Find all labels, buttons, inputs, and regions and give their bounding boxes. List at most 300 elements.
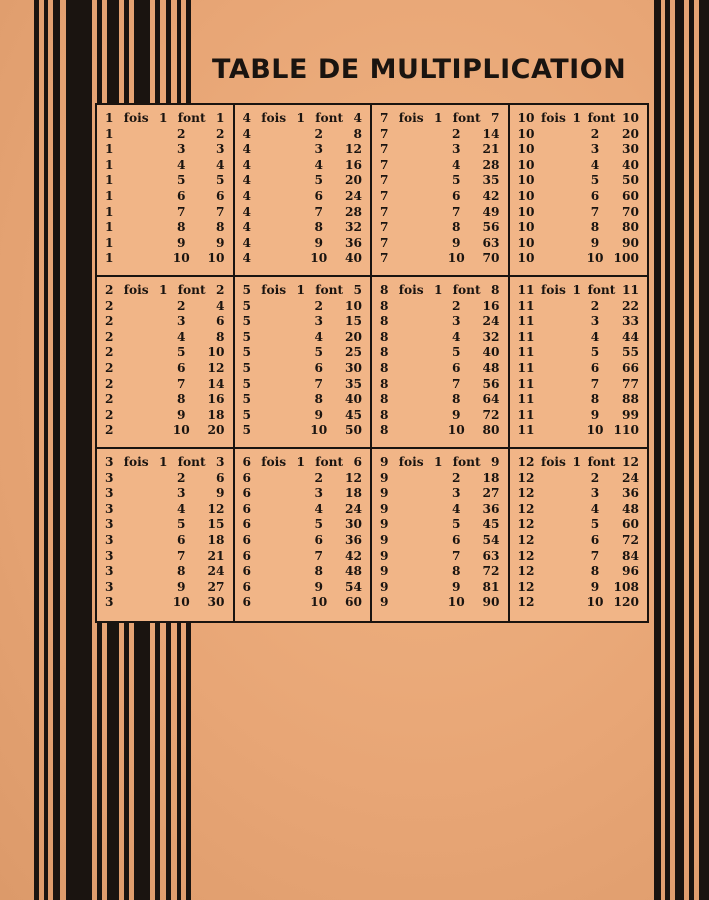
multiplicand: 7 xyxy=(380,204,389,219)
spacer xyxy=(268,517,306,533)
product: 42 xyxy=(482,188,500,203)
multiplier: 6 xyxy=(177,360,186,375)
product: 27 xyxy=(482,486,500,501)
table-row xyxy=(105,236,225,252)
product: 10 xyxy=(622,111,639,125)
product: 16 xyxy=(345,157,362,172)
multiplicand: 1 xyxy=(105,157,114,172)
multiplicand: 5 xyxy=(242,345,251,360)
multiplier: 5 xyxy=(452,173,461,188)
multiplier: 2 xyxy=(452,126,461,141)
multiplier: 2 xyxy=(177,470,186,485)
word-fois: fois xyxy=(398,111,424,125)
product: 108 xyxy=(613,579,639,594)
table-row xyxy=(380,533,500,549)
product: 14 xyxy=(207,376,225,391)
table-row xyxy=(243,517,363,533)
product: 15 xyxy=(207,517,225,532)
spacer xyxy=(268,423,306,439)
multiplicand: 2 xyxy=(105,423,114,438)
table-row xyxy=(243,173,363,189)
multiplier: 8 xyxy=(314,564,324,579)
spacer xyxy=(268,127,306,143)
product: 27 xyxy=(207,579,225,594)
multiplier: 6 xyxy=(314,188,324,203)
multiplicand: 5 xyxy=(242,314,251,329)
spacer xyxy=(130,205,168,221)
multiplicand: 6 xyxy=(242,486,251,501)
multiplier: 2 xyxy=(452,298,461,313)
right-decorative-stripes xyxy=(650,0,709,900)
spacer xyxy=(405,127,443,143)
spacer xyxy=(130,549,168,565)
multiplier: 10 xyxy=(447,595,465,610)
multiplier: 2 xyxy=(590,298,600,313)
spacer xyxy=(405,299,443,315)
block-header xyxy=(380,111,500,127)
block-header xyxy=(243,111,363,127)
product: 45 xyxy=(482,517,500,532)
table-row xyxy=(105,517,225,533)
spacer xyxy=(543,595,582,611)
word-font: font xyxy=(452,455,481,469)
multiplicand: 10 xyxy=(517,126,535,141)
table-row xyxy=(380,564,500,580)
multiplicand: 10 xyxy=(517,220,535,235)
multiplicand: 11 xyxy=(517,314,535,329)
multiplicand: 12 xyxy=(517,501,535,516)
multiplicand: 10 xyxy=(517,111,535,125)
multiplier: 2 xyxy=(314,126,324,141)
multiplier: 9 xyxy=(314,407,324,422)
word-fois: fois xyxy=(261,111,287,125)
spacer xyxy=(130,517,168,533)
product: 12 xyxy=(345,142,362,157)
product: 90 xyxy=(482,595,500,610)
table-row xyxy=(105,595,225,611)
word-font: font xyxy=(452,283,481,297)
product: 64 xyxy=(482,392,500,407)
multiplicand: 10 xyxy=(517,204,535,219)
multiplication-table xyxy=(95,103,649,623)
multiplicand: 2 xyxy=(105,283,114,297)
multiplier: 8 xyxy=(590,564,600,579)
multiplicand: 12 xyxy=(517,517,535,532)
product: 36 xyxy=(482,501,500,516)
word-fois: fois xyxy=(541,111,566,125)
word-font: font xyxy=(587,111,616,125)
multiplicand: 2 xyxy=(105,345,114,360)
multiplicand: 12 xyxy=(517,564,535,579)
multiplicand: 4 xyxy=(242,204,251,219)
multiplicand: 9 xyxy=(380,517,389,532)
multiplicand: 3 xyxy=(105,486,114,501)
table-block-10 xyxy=(510,105,648,277)
word-font: font xyxy=(177,111,206,125)
spacer xyxy=(405,423,443,439)
spacer xyxy=(130,173,168,189)
product: 24 xyxy=(207,564,225,579)
multiplicand: 6 xyxy=(242,532,251,547)
product: 4 xyxy=(353,111,362,125)
table-row xyxy=(518,251,640,267)
multiplier: 10 xyxy=(586,251,604,266)
multiplier: 1 xyxy=(296,283,305,297)
multiplicand: 6 xyxy=(242,470,251,485)
multiplier: 3 xyxy=(590,486,600,501)
multiplicand: 12 xyxy=(517,548,535,563)
multiplier: 5 xyxy=(177,517,186,532)
multiplier: 8 xyxy=(177,220,186,235)
multiplier: 3 xyxy=(452,142,461,157)
multiplicand: 5 xyxy=(242,360,251,375)
multiplicand: 2 xyxy=(105,298,114,313)
spacer xyxy=(130,220,168,236)
spacer xyxy=(543,236,582,252)
multiplicand: 7 xyxy=(380,173,389,188)
spacer xyxy=(130,314,168,330)
table-row xyxy=(518,377,640,393)
table-row xyxy=(380,205,500,221)
word-fois: fois xyxy=(541,283,566,297)
multiplicand: 7 xyxy=(380,235,389,250)
table-row xyxy=(243,595,363,611)
table-row xyxy=(243,345,363,361)
spacer xyxy=(405,595,443,611)
product: 70 xyxy=(622,204,639,219)
spacer xyxy=(268,564,306,580)
spacer xyxy=(130,377,168,393)
multiplier: 5 xyxy=(590,517,600,532)
spacer xyxy=(543,299,582,315)
multiplier: 9 xyxy=(314,579,324,594)
word-font: font xyxy=(315,283,344,297)
multiplicand: 1 xyxy=(105,188,114,203)
product: 36 xyxy=(622,486,639,501)
table-row xyxy=(105,580,225,596)
multiplier: 10 xyxy=(586,423,604,438)
multiplicand: 9 xyxy=(380,548,389,563)
spacer xyxy=(543,361,582,377)
product: 6 xyxy=(216,314,225,329)
table-row xyxy=(105,173,225,189)
spacer xyxy=(130,158,168,174)
product: 36 xyxy=(345,235,362,250)
table-row xyxy=(243,142,363,158)
product: 24 xyxy=(622,470,639,485)
table-row xyxy=(518,517,640,533)
multiplicand: 6 xyxy=(242,455,251,469)
multiplier: 2 xyxy=(177,126,186,141)
multiplicand: 3 xyxy=(105,470,114,485)
word-font: font xyxy=(587,455,616,469)
multiplier: 3 xyxy=(177,486,186,501)
multiplicand: 6 xyxy=(242,564,251,579)
multiplier: 7 xyxy=(177,548,186,563)
product: 2 xyxy=(216,126,225,141)
multiplier: 2 xyxy=(452,470,461,485)
word-fois: fois xyxy=(398,283,424,297)
product: 50 xyxy=(345,423,362,438)
spacer xyxy=(130,142,168,158)
table-row xyxy=(105,189,225,205)
product: 55 xyxy=(622,345,639,360)
multiplier: 4 xyxy=(452,157,461,172)
spacer xyxy=(130,423,168,439)
multiplicand: 1 xyxy=(105,204,114,219)
table-row xyxy=(380,423,500,439)
product: 60 xyxy=(345,595,362,610)
multiplicand: 4 xyxy=(242,235,251,250)
table-row xyxy=(380,314,500,330)
product: 40 xyxy=(345,251,362,266)
spacer xyxy=(405,533,443,549)
spacer xyxy=(268,251,306,267)
spacer xyxy=(405,517,443,533)
spacer xyxy=(405,471,443,487)
product: 48 xyxy=(345,564,362,579)
multiplicand: 8 xyxy=(380,407,389,422)
product: 72 xyxy=(622,532,639,547)
multiplier: 4 xyxy=(177,501,186,516)
multiplicand: 8 xyxy=(380,329,389,344)
multiplier: 10 xyxy=(310,423,328,438)
word-font: font xyxy=(315,111,344,125)
product: 40 xyxy=(345,392,362,407)
table-row xyxy=(380,549,500,565)
multiplier: 8 xyxy=(177,392,186,407)
product: 81 xyxy=(482,579,500,594)
table-row xyxy=(518,595,640,611)
multiplier: 6 xyxy=(452,188,461,203)
multiplier: 6 xyxy=(314,532,324,547)
spacer xyxy=(405,173,443,189)
spacer xyxy=(130,408,168,424)
spacer xyxy=(130,533,168,549)
table-row xyxy=(105,251,225,267)
product: 54 xyxy=(345,579,362,594)
product: 42 xyxy=(345,548,362,563)
product: 35 xyxy=(482,173,500,188)
multiplicand: 2 xyxy=(105,360,114,375)
product: 80 xyxy=(482,423,500,438)
spacer xyxy=(543,127,582,143)
table-row xyxy=(518,345,640,361)
product: 49 xyxy=(482,204,500,219)
product: 63 xyxy=(482,548,500,563)
product: 12 xyxy=(207,501,225,516)
spacer xyxy=(268,471,306,487)
table-block-11 xyxy=(510,277,648,449)
block-header xyxy=(243,283,363,299)
multiplicand: 4 xyxy=(242,173,251,188)
table-block-5 xyxy=(235,277,373,449)
product: 90 xyxy=(622,235,639,250)
multiplier: 2 xyxy=(314,298,324,313)
product: 16 xyxy=(482,298,500,313)
multiplier: 1 xyxy=(433,283,443,297)
multiplicand: 3 xyxy=(105,579,114,594)
multiplier: 7 xyxy=(590,204,600,219)
multiplicand: 4 xyxy=(242,220,251,235)
table-block-4 xyxy=(235,105,373,277)
multiplicand: 10 xyxy=(517,142,535,157)
spacer xyxy=(405,345,443,361)
spacer xyxy=(268,377,306,393)
multiplicand: 12 xyxy=(517,470,535,485)
product: 18 xyxy=(482,470,500,485)
product: 7 xyxy=(490,111,500,125)
table-row xyxy=(518,580,640,596)
spacer xyxy=(405,142,443,158)
product: 40 xyxy=(482,345,500,360)
table-row xyxy=(105,377,225,393)
table-row xyxy=(105,549,225,565)
product: 120 xyxy=(613,595,639,610)
table-block-8 xyxy=(372,277,510,449)
product: 32 xyxy=(482,329,500,344)
table-row xyxy=(380,142,500,158)
spacer xyxy=(268,236,306,252)
product: 3 xyxy=(215,455,225,469)
product: 25 xyxy=(345,345,362,360)
product: 96 xyxy=(622,564,639,579)
table-row xyxy=(380,127,500,143)
table-row xyxy=(243,423,363,439)
table-row xyxy=(380,517,500,533)
block-header xyxy=(380,455,500,471)
table-row xyxy=(518,564,640,580)
spacer xyxy=(405,220,443,236)
multiplicand: 11 xyxy=(517,345,535,360)
spacer xyxy=(543,549,582,565)
multiplicand: 11 xyxy=(517,423,535,438)
product: 12 xyxy=(207,360,225,375)
multiplicand: 12 xyxy=(517,579,535,594)
product: 3 xyxy=(216,142,225,157)
multiplier: 8 xyxy=(452,392,461,407)
spacer xyxy=(268,205,306,221)
multiplier: 9 xyxy=(177,579,186,594)
table-block-12 xyxy=(510,449,648,621)
multiplier: 5 xyxy=(314,345,324,360)
table-row xyxy=(243,549,363,565)
table-row xyxy=(243,471,363,487)
multiplier: 9 xyxy=(314,235,324,250)
multiplier: 9 xyxy=(452,235,461,250)
product: 40 xyxy=(622,157,639,172)
table-row xyxy=(105,471,225,487)
multiplier: 4 xyxy=(177,157,186,172)
product: 7 xyxy=(216,204,225,219)
table-row xyxy=(518,173,640,189)
multiplier: 1 xyxy=(433,111,443,125)
table-row xyxy=(518,549,640,565)
multiplier: 5 xyxy=(452,345,461,360)
table-row xyxy=(105,314,225,330)
multiplier: 6 xyxy=(590,360,600,375)
product: 8 xyxy=(216,220,225,235)
spacer xyxy=(130,486,168,502)
product: 1 xyxy=(215,111,225,125)
multiplier: 8 xyxy=(590,220,600,235)
multiplicand: 8 xyxy=(380,314,389,329)
table-row xyxy=(518,361,640,377)
multiplier: 1 xyxy=(433,455,443,469)
product: 56 xyxy=(482,220,500,235)
multiplicand: 6 xyxy=(242,595,251,610)
table-row xyxy=(518,471,640,487)
spacer xyxy=(543,345,582,361)
multiplicand: 1 xyxy=(105,126,114,141)
multiplicand: 6 xyxy=(242,501,251,516)
spacer xyxy=(543,580,582,596)
spacer xyxy=(268,392,306,408)
block-header xyxy=(518,111,640,127)
multiplicand: 2 xyxy=(105,376,114,391)
multiplier: 1 xyxy=(296,111,305,125)
multiplier: 10 xyxy=(310,595,328,610)
multiplier: 8 xyxy=(452,220,461,235)
block-header xyxy=(243,455,363,471)
spacer xyxy=(130,392,168,408)
product: 6 xyxy=(216,188,225,203)
spacer xyxy=(130,127,168,143)
multiplier: 2 xyxy=(314,470,324,485)
multiplicand: 12 xyxy=(517,532,535,547)
spacer xyxy=(130,595,168,611)
spacer xyxy=(405,236,443,252)
product: 32 xyxy=(345,220,362,235)
table-row xyxy=(243,580,363,596)
multiplier: 5 xyxy=(590,345,600,360)
table-row xyxy=(243,564,363,580)
multiplier: 7 xyxy=(177,204,186,219)
multiplier: 5 xyxy=(314,517,324,532)
table-row xyxy=(243,361,363,377)
product: 6 xyxy=(353,455,362,469)
word-font: font xyxy=(452,111,481,125)
multiplicand: 2 xyxy=(105,392,114,407)
spacer xyxy=(268,486,306,502)
multiplier: 10 xyxy=(172,423,190,438)
product: 48 xyxy=(482,360,500,375)
multiplier: 9 xyxy=(177,235,186,250)
multiplicand: 3 xyxy=(105,548,114,563)
multiplicand: 3 xyxy=(105,517,114,532)
spacer xyxy=(268,314,306,330)
multiplier: 8 xyxy=(452,564,461,579)
table-row xyxy=(518,189,640,205)
word-fois: fois xyxy=(123,455,149,469)
product: 56 xyxy=(482,376,500,391)
multiplicand: 8 xyxy=(380,392,389,407)
product: 18 xyxy=(345,486,362,501)
spacer xyxy=(405,361,443,377)
multiplicand: 9 xyxy=(380,595,389,610)
multiplicand: 5 xyxy=(242,376,251,391)
multiplier: 9 xyxy=(590,235,600,250)
multiplicand: 7 xyxy=(380,188,389,203)
spacer xyxy=(130,189,168,205)
spacer xyxy=(405,251,443,267)
table-row xyxy=(380,345,500,361)
product: 11 xyxy=(622,283,639,297)
multiplicand: 4 xyxy=(242,111,251,125)
multiplier: 4 xyxy=(314,329,324,344)
word-font: font xyxy=(315,455,344,469)
multiplicand: 5 xyxy=(242,283,251,297)
